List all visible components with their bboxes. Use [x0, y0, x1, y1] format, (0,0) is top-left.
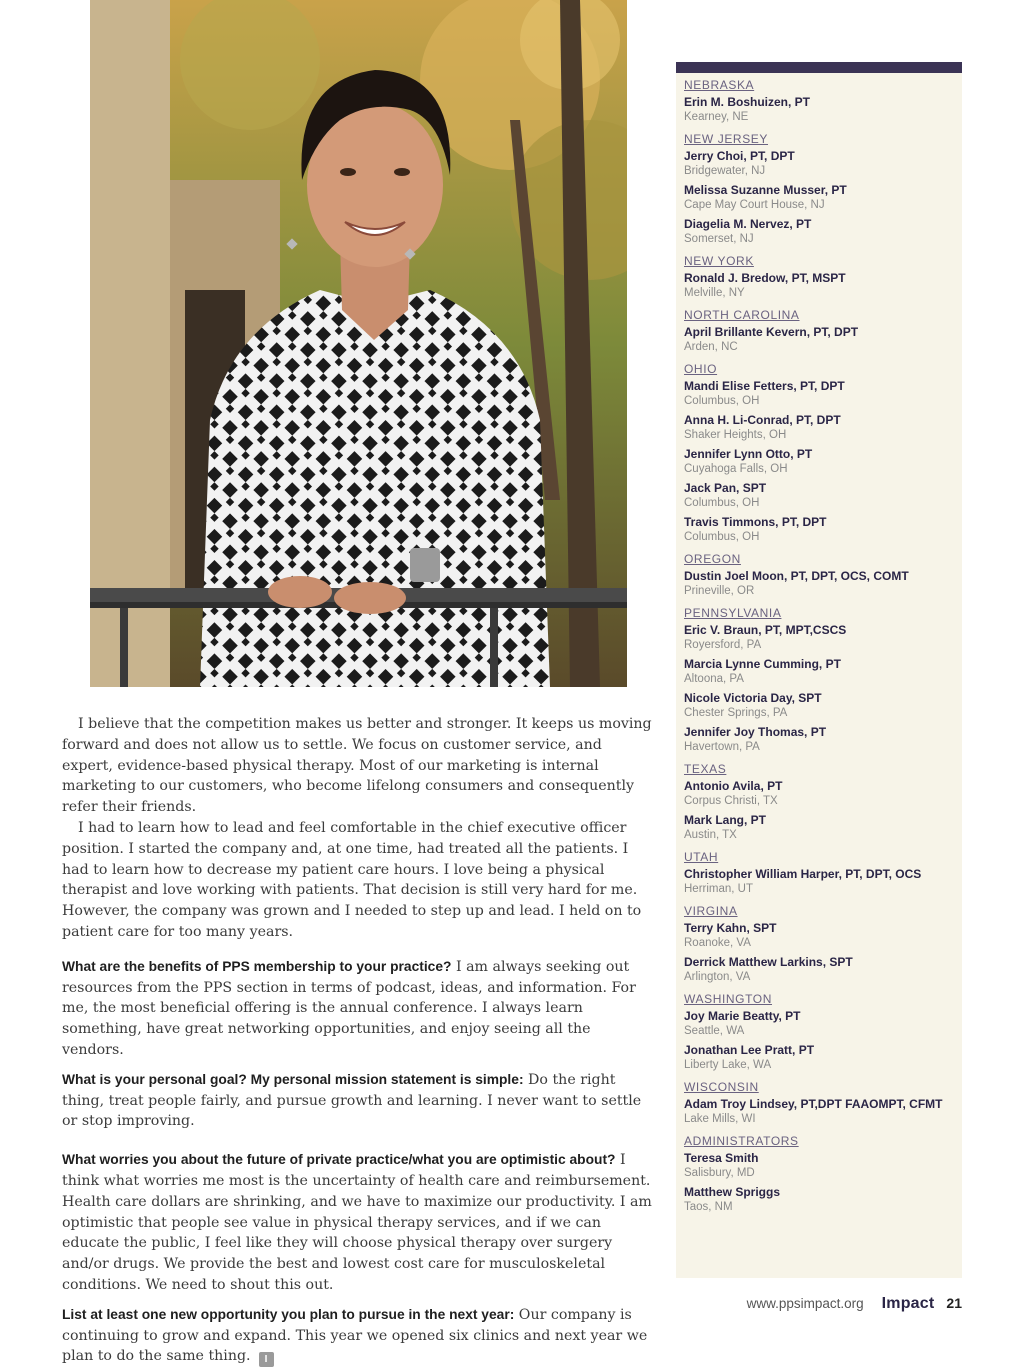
member-name: Diagelia M. Nervez, PT: [684, 217, 812, 231]
new-members-sidebar: [676, 62, 962, 1278]
member-entry: [684, 216, 954, 247]
member-location: Shaker Heights, OH: [684, 429, 787, 441]
member-location: Austin, TX: [684, 829, 737, 841]
qa-block: [62, 957, 652, 1061]
state-heading: NEW JERSEY: [684, 132, 769, 146]
member-location: Roanoke, VA: [684, 937, 751, 949]
article-body: [62, 714, 652, 1367]
member-location: Cape May Court House, NJ: [684, 199, 825, 211]
member-entry: [684, 1008, 954, 1039]
state-heading: TEXAS: [684, 762, 727, 776]
member-location: Kearney, NE: [684, 111, 749, 123]
member-name: Adam Troy Lindsey, PT,DPT FAAOMPT, CFMT: [684, 1097, 943, 1111]
state-heading: VIRGINA: [684, 904, 738, 918]
member-entry: [684, 622, 954, 653]
state-heading: NEBRASKA: [684, 78, 755, 92]
member-name: Dustin Joel Moon, PT, DPT, OCS, COMT: [684, 569, 909, 583]
article-paragraph: I believe that the competition makes us better and stronger. It keeps us moving forward and does not allow us to settle. We focus on customer service, and expert, evidence-based physical therapy. Most of our marketing is internal marketing to our customers, who become lifelong consumers and consequently refer their friends.: [62, 716, 652, 816]
state-group: [684, 254, 954, 301]
magazine-brand: Impact: [881, 1295, 935, 1312]
member-name: Jennifer Lynn Otto, PT: [684, 447, 813, 461]
member-location: Royersford, PA: [684, 639, 762, 651]
member-location: Cuyahoga Falls, OH: [684, 463, 788, 475]
member-location: Arlington, VA: [684, 971, 751, 983]
member-name: April Brillante Kevern, PT, DPT: [684, 325, 859, 339]
member-entry: [684, 866, 954, 897]
state-group: [684, 1080, 954, 1127]
qa-block: [62, 1305, 652, 1367]
member-entry: [684, 270, 954, 301]
member-entry: [684, 778, 954, 809]
member-location: Herriman, UT: [684, 883, 754, 895]
member-entry: [684, 724, 954, 755]
state-heading: WISCONSIN: [684, 1080, 759, 1094]
member-location: Seattle, WA: [684, 1025, 745, 1037]
member-name: Ronald J. Bredow, PT, MSPT: [684, 271, 846, 285]
member-location: Columbus, OH: [684, 531, 760, 543]
state-heading: OREGON: [684, 552, 741, 566]
member-name: Nicole Victoria Day, SPT: [684, 691, 822, 705]
member-name: Christopher William Harper, PT, DPT, OCS: [684, 867, 922, 881]
member-location: Altoona, PA: [684, 673, 744, 685]
member-entry: [684, 568, 954, 599]
portrait-photo: [90, 0, 627, 687]
state-heading: NORTH CAROLINA: [684, 308, 800, 322]
member-entry: [684, 480, 954, 511]
member-entry: [684, 954, 954, 985]
member-entry: [684, 94, 954, 125]
member-entry: [684, 1042, 954, 1073]
member-name: Mark Lang, PT: [684, 813, 767, 827]
member-name: Teresa Smith: [684, 1151, 759, 1165]
member-location: Salisbury, MD: [684, 1167, 755, 1179]
member-name: Mandi Elise Fetters, PT, DPT: [684, 379, 845, 393]
member-entry: [684, 148, 954, 179]
member-name: Joy Marie Beatty, PT: [684, 1009, 801, 1023]
page-number: 21: [946, 1295, 962, 1311]
member-entry: [684, 1184, 954, 1215]
member-location: Corpus Christi, TX: [684, 795, 778, 807]
website-link[interactable]: www.ppsimpact.org: [746, 1296, 864, 1311]
question: What worries you about the future of private practice/what you are optimistic about?: [62, 1152, 616, 1168]
member-location: Somerset, NJ: [684, 233, 754, 245]
member-location: Melville, NY: [684, 287, 745, 299]
member-location: Bridgewater, NJ: [684, 165, 766, 177]
state-heading: UTAH: [684, 850, 719, 864]
answer: Do the right thing, treat people fairly, and pursue growth and learning. I never want to settle or stop improving.: [62, 1071, 642, 1130]
member-name: Matthew Spriggs: [684, 1185, 781, 1199]
qa-block: [62, 1150, 652, 1296]
question: List at least one new opportunity you plan to pursue in the next year:: [62, 1306, 515, 1322]
member-entry: [684, 656, 954, 687]
qa-block: [62, 1070, 652, 1132]
member-name: Jonathan Lee Pratt, PT: [684, 1043, 815, 1057]
answer: Our company is continuing to grow and expand. This year we opened six clinics and next year we plan to do the same thing.: [62, 1306, 648, 1365]
member-location: Arden, NC: [684, 341, 738, 353]
member-entry: [684, 1150, 954, 1181]
member-name: Melissa Suzanne Musser, PT: [684, 183, 847, 197]
member-entry: [684, 446, 954, 477]
state-group: [684, 308, 954, 355]
member-entry: [684, 920, 954, 951]
state-group: [684, 850, 954, 897]
member-entry: [684, 1096, 954, 1127]
member-location: Taos, NM: [684, 1201, 733, 1213]
article-paragraph: I had to learn how to lead and feel comfortable in the chief executive officer position. I started the company and, at one time, had treated all the patients. I had to learn how to decrease my patient care hours. I love being a physical therapist and love working with patients. That decision is still very hard for me. However, the company was grown and I needed to step up and lead. I held on to patient care for too many years.: [62, 819, 642, 940]
member-entry: [684, 690, 954, 721]
state-group: [684, 552, 954, 599]
state-group: [684, 78, 954, 125]
member-name: Anna H. Li-Conrad, PT, DPT: [684, 413, 841, 427]
member-name: Travis Timmons, PT, DPT: [684, 515, 827, 529]
state-group: [684, 992, 954, 1073]
state-group: [684, 606, 954, 755]
member-name: Jerry Choi, PT, DPT: [684, 149, 795, 163]
member-location: Columbus, OH: [684, 497, 760, 509]
member-name: Terry Kahn, SPT: [684, 921, 777, 935]
state-heading: OHIO: [684, 362, 718, 376]
member-entry: [684, 182, 954, 213]
member-name: Antonio Avila, PT: [684, 779, 783, 793]
member-name: Eric V. Braun, PT, MPT,CSCS: [684, 623, 847, 637]
state-group: [684, 132, 954, 247]
answer: I am always seeking out resources from the PPS section in terms of podcast, ideas, and information. For me, the most beneficial offering is the annual conference. I always learn something, have great networking opportunities, and enjoy seeing all the vendors.: [62, 958, 636, 1058]
page-footer: [747, 1295, 962, 1313]
member-location: Liberty Lake, WA: [684, 1059, 772, 1071]
member-name: Jack Pan, SPT: [684, 481, 767, 495]
state-heading: PENNSYLVANIA: [684, 606, 782, 620]
member-location: Havertown, PA: [684, 741, 760, 753]
member-location: Prineville, OR: [684, 585, 755, 597]
member-name: Marcia Lynne Cumming, PT: [684, 657, 841, 671]
member-name: Jennifer Joy Thomas, PT: [684, 725, 827, 739]
member-entry: [684, 324, 954, 355]
member-name: Erin M. Boshuizen, PT: [684, 95, 811, 109]
state-group: [684, 762, 954, 843]
state-group: [684, 904, 954, 985]
member-location: Columbus, OH: [684, 395, 760, 407]
member-location: Chester Springs, PA: [684, 707, 788, 719]
member-entry: [684, 378, 954, 409]
state-group: [684, 1134, 954, 1215]
state-heading: NEW YORK: [684, 254, 754, 268]
member-entry: [684, 514, 954, 545]
member-entry: [684, 812, 954, 843]
question: What are the benefits of PPS membership to your practice?: [62, 958, 452, 974]
state-heading: ADMINISTRATORS: [684, 1134, 799, 1148]
end-of-article-icon: I: [259, 1352, 274, 1367]
member-entry: [684, 412, 954, 443]
question: What is your personal goal? My personal mission statement is simple:: [62, 1071, 524, 1087]
member-name: Derrick Matthew Larkins, SPT: [684, 955, 853, 969]
state-group: [684, 362, 954, 545]
member-location: Lake Mills, WI: [684, 1113, 756, 1125]
answer: I think what worries me most is the uncertainty of health care and reimbursement. Health care dollars are shrinking, and we have to maximize our productivity. I am optimistic that people see value in physical therapy services, and if we can educate the public, I feel like they will choose physical therapy over surgery and/or drugs. We provide the best and lowest cost care for musculoskeletal conditions. We need to shout this out.: [62, 1152, 652, 1293]
state-heading: WASHINGTON: [684, 992, 773, 1006]
